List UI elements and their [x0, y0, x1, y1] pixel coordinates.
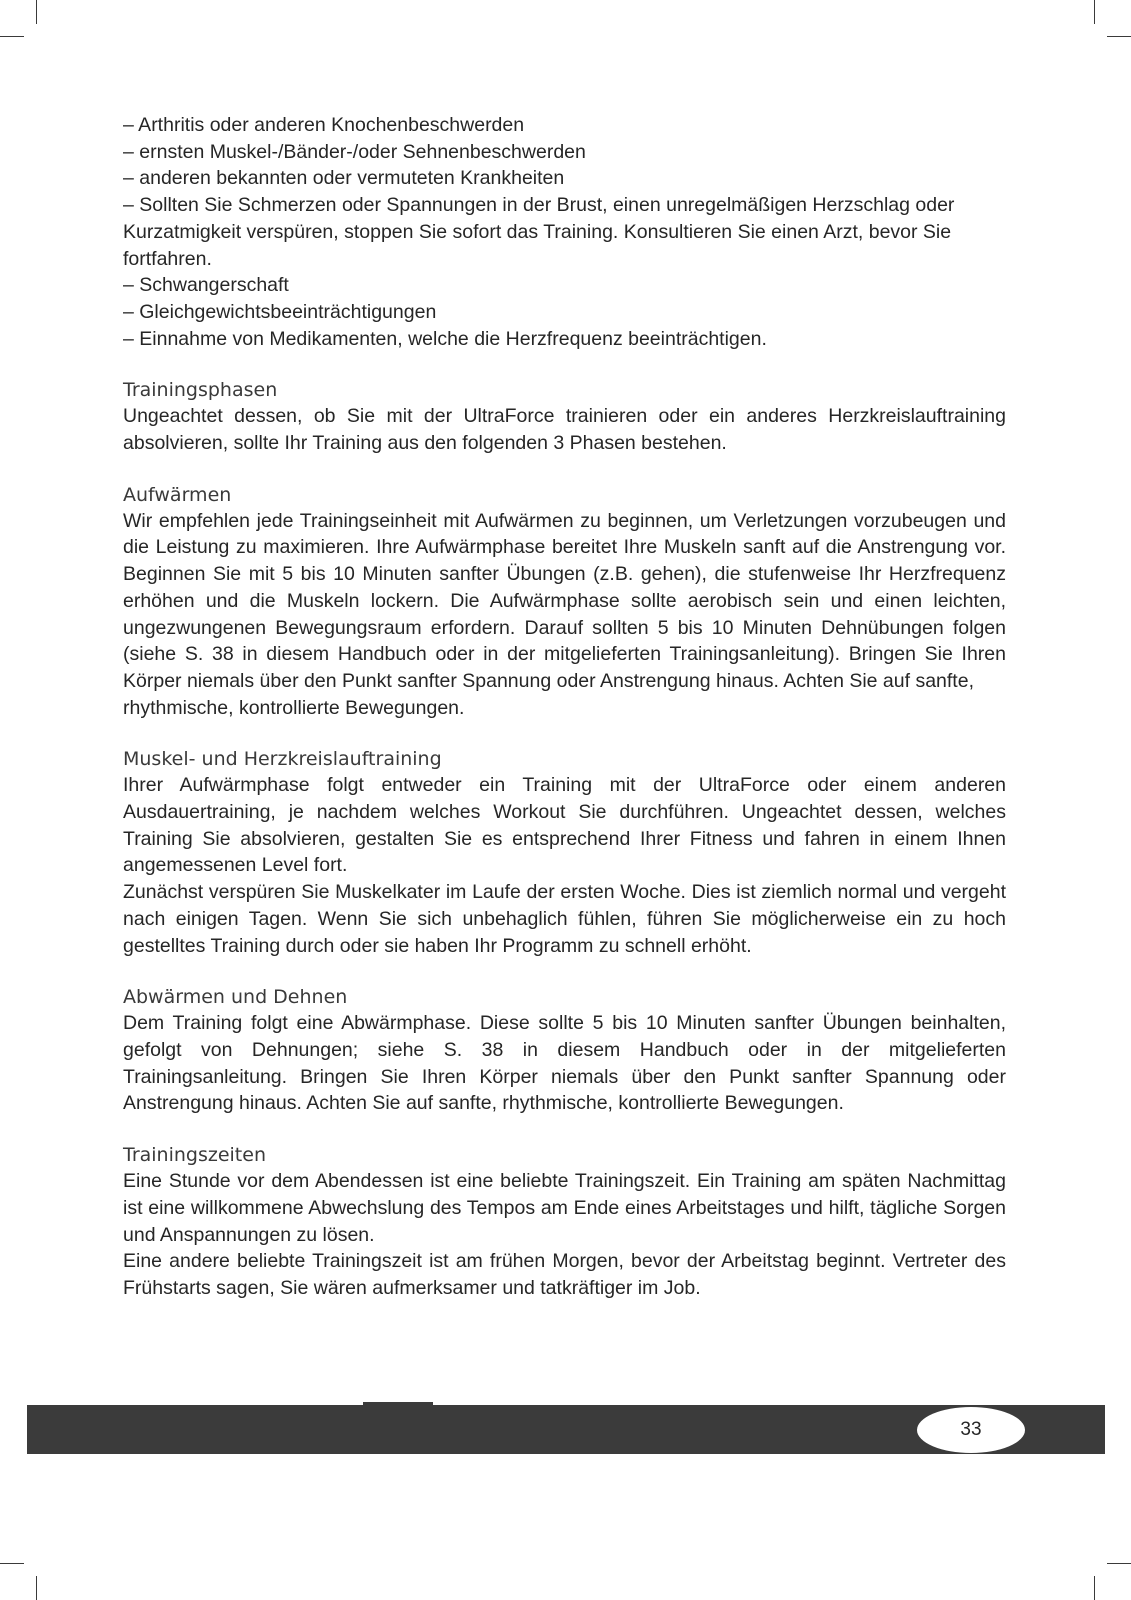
section-abwaermen-dehnen [123, 985, 1006, 1117]
section-trainingsphasen [123, 378, 1006, 456]
crop-mark [0, 36, 24, 37]
paragraph: Zunächst verspüren Sie Muskelkater im Laufe der ersten Woche. Dies ist ziemlich normal und vergeht nach einigen Tagen. Wenn Sie sich unbehaglich fühlen, führen Sie möglicherweise ein zu hoch gestelltes Training durch oder sie haben Ihr Programm zu schnell erhöht. [123, 881, 1006, 957]
section-heading: Trainingszeiten [123, 1144, 266, 1167]
paragraph: Eine Stunde vor dem Abendessen ist eine beliebte Trainingszeit. Ein Training am späten Nachmittag ist eine willkommene Abwechslung des Tempos am Ende eines Arbeitstages und hilft, tägliche Sorgen und Anspannungen zu lösen. [123, 1170, 1006, 1246]
contraindication-list [123, 112, 1006, 352]
paragraph: Dem Training folgt eine Abwärmphase. Diese sollte 5 bis 10 Minuten sanfter Übungen beinhalten, gefolgt von Dehnungen; siehe S. 38 in diesem Handbuch oder in der mitgelieferten Trainingsanleitung. Bringen Sie Ihren Körper niemals über den Punkt sanfter Spannung oder Anstrengung hinaus. Achten Sie auf sanfte, rhythmische, kontrollierte Bewegungen. [123, 1012, 1006, 1115]
list-item: – Schwangerschaft [123, 274, 289, 297]
section-muskel-herzkreislauftraining [123, 747, 1006, 959]
section-heading: Muskel- und Herzkreislauftraining [123, 748, 442, 771]
paragraph: rhythmische, kontrollierte Bewegungen. [123, 696, 465, 719]
list-item: – Gleichgewichtsbeeinträchtigungen [123, 300, 437, 323]
section-trainingszeiten [123, 1143, 1006, 1302]
crop-mark [1094, 0, 1095, 24]
section-heading: Abwärmen und Dehnen [123, 986, 348, 1009]
crop-mark [1107, 36, 1131, 37]
paragraph: Wir empfehlen jede Trainingseinheit mit Aufwärmen zu beginnen, um Verletzungen vorzubeugen und die Leistung zu maximieren. Ihre Aufwärmphase bereitet Ihre Muskeln sanft auf die Anstrengung vor. Beginnen Sie mit 5 bis 10 Minuten sanfter Übungen (z.B. gehen), die stufenweise Ihr Herzfrequenz erhöhen und die Muskeln lockern. Die Aufwärmphase sollte aerobisch sein und einen leichten, ungezwungenen Bewegungsraum erfordern. Darauf sollten 5 bis 10 Minuten Dehnübungen folgen (siehe S. 38 in diesem Handbuch oder in der mitgelieferten Trainingsanleitung). Bringen Sie Ihren Körper niemals über den Punkt sanfter Spannung oder Anstrengung hinaus. Achten Sie auf sanfte, [123, 509, 1006, 692]
page-number: 33 [960, 1419, 982, 1440]
section-heading: Aufwärmen [123, 483, 232, 506]
crop-mark [0, 1563, 24, 1564]
paragraph: Eine andere beliebte Trainingszeit ist am frühen Morgen, bevor der Arbeitstag beginnt. Vertreter des Frühstarts sagen, Sie wären aufmerksamer und tatkräftiger im Job. [123, 1250, 1006, 1299]
section-heading: Trainingsphasen [123, 379, 278, 402]
crop-mark [1107, 1563, 1131, 1564]
paragraph: Ihrer Aufwärmphase folgt entweder ein Training mit der UltraForce oder einem anderen Ausdauertraining, je nachdem welches Workout Sie durchführen. Ungeachtet dessen, welches Training Sie absolvieren, gestalten Sie es entsprechend Ihrer Fitness und fahren in einem Ihnen angemessenen Level fort. [123, 774, 1006, 877]
list-item: – Arthritis oder anderen Knochenbeschwerden [123, 114, 525, 136]
crop-mark [36, 1576, 37, 1600]
crop-mark [36, 0, 37, 24]
page-content [123, 112, 1006, 1302]
list-item: – Einnahme von Medikamenten, welche die Herzfrequenz beeinträchtigen. [123, 327, 767, 350]
paragraph: Ungeachtet dessen, ob Sie mit der UltraForce trainieren oder ein anderes Herzkreislauftraining absolvieren, sollte Ihr Training aus den folgenden 3 Phasen bestehen. [123, 405, 1006, 455]
list-item: – anderen bekannten oder vermuteten Krankheiten [123, 167, 565, 190]
crop-mark [1094, 1576, 1095, 1600]
list-item: – Sollten Sie Schmerzen oder Spannungen in der Brust, einen unregelmäßigen Herzschlag oder Kurzatmigkeit verspüren, stoppen Sie sofort das Training. Konsultieren Sie einen Arzt, bevor Sie fortfahren. [123, 194, 955, 270]
list-item: – ernsten Muskel-/Bänder-/oder Sehnenbeschwerden [123, 140, 586, 163]
section-aufwaermen [123, 483, 1006, 722]
